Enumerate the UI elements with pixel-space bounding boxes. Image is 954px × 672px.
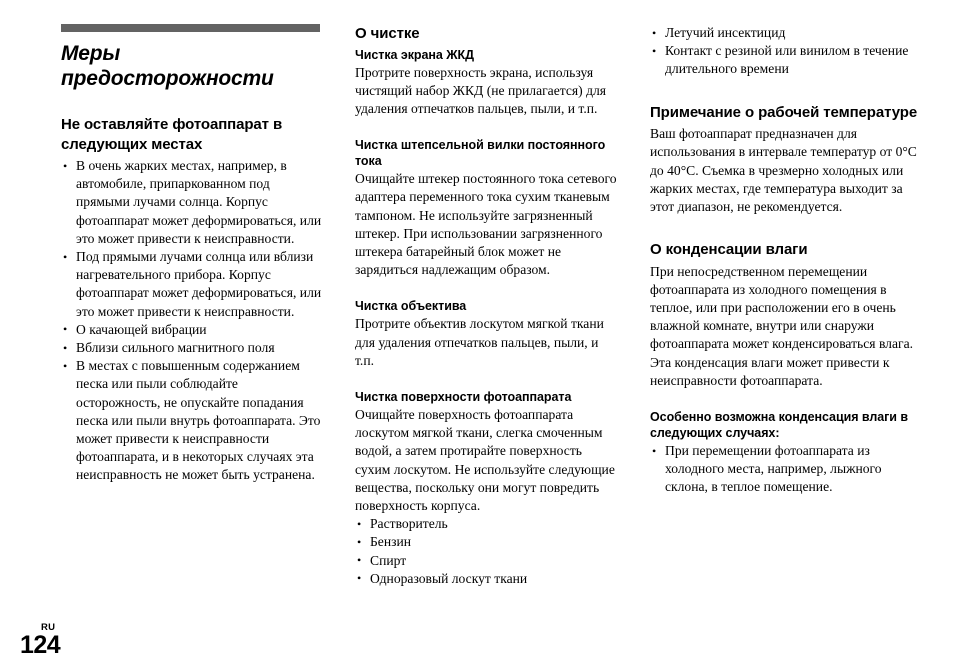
list-item: • Вблизи сильного магнитного поля <box>61 339 323 357</box>
chapter-rule-decoration <box>61 24 320 32</box>
section-heading-cleaning: О чистке <box>355 25 420 42</box>
list-item: • Растворитель <box>355 515 617 533</box>
list-item: • При перемещении фотоаппарата из холодного места, например, лыжного склона, в теплое помещение. <box>650 442 922 497</box>
list-item: • Спирт <box>355 552 617 570</box>
section-heading-do-not-leave-camera: Не оставляйте фотоаппарат в следующих местах <box>61 116 283 153</box>
list-item: • Контакт с резиной или винилом в течение длительного времени <box>650 42 922 78</box>
list-item: • Бензин <box>355 533 617 551</box>
section-body-operating-temperature: Ваш фотоаппарат предназначен для использования в интервале температур от 0°C до 40°C. Съемка в чрезмерно холодных или жарких местах, где температура выходит за этот диапазон, не рекомендуется. <box>650 126 917 214</box>
list-item: • Под прямыми лучами солнца или вблизи нагревательного прибора. Корпус фотоаппарат может деформироваться, или это может привести к неисправности. <box>61 248 323 321</box>
list-item: • Летучий инсектицид <box>650 24 922 42</box>
chapter-title: Меры предосторожности <box>61 42 274 90</box>
subsection-heading-camera-surface: Чистка поверхности фотоаппарата <box>355 389 572 404</box>
subsection-heading-lcd-screen: Чистка экрана ЖКД <box>355 47 474 62</box>
folio-language-code: RU <box>41 621 56 633</box>
section-body-moisture-condensation: При непосредственном перемещении фотоаппарата из холодного помещения в теплое, или при расположении его в очень влажной комнате, внутри или снаружи фотоаппарата может конденсироваться влага. Эта конденсация влаги может привести к неисправности фотоаппарата. <box>650 263 914 388</box>
list-item: • В очень жарких местах, например, в автомобиле, припаркованном под прямыми лучами солнца. Корпус фотоаппарат может деформироваться, или это может привести к неисправности. <box>61 157 323 248</box>
page-number: 124 <box>20 631 61 659</box>
list-item: • Одноразовый лоскут ткани <box>355 570 617 588</box>
condensation-cases-list <box>650 442 922 497</box>
middle-column <box>355 24 617 588</box>
subsection-body-dc-plug: Очищайте штекер постоянного тока сетевого адаптера переменного тока сухим тканевым тампоном. Не используйте загрязненный штекер. При использовании загрязненного штекера батарейный блок может не зарядиться надлежащим образом. <box>355 171 617 278</box>
section-heading-moisture-condensation: О конденсации влаги <box>650 241 808 259</box>
list-item: • В местах с повышенным содержанием песка или пыли соблюдайте осторожность, не опускайте попадания песка или пыли внутрь фотоаппарата. Это может привести к неисправности фотоаппарата, и в некоторых случаях эта неисправность не может быть устранена. <box>61 357 323 484</box>
subsection-body-camera-surface: Очищайте поверхность фотоаппарата лоскутом мягкой ткани, слегка смоченным водой, а затем протирайте поверхность сухим лоскутом. Не используйте следующие вещества, поскольку они могут повредить поверхность корпуса. <box>355 406 615 513</box>
subsection-body-lcd-screen: Протрите поверхность экрана, используя чистящий набор ЖКД (не прилагается) для удаления отпечатков пальцев, пыли, и т.п. <box>355 64 607 116</box>
prohibited-substances-list <box>355 515 617 588</box>
subsection-heading-dc-plug: Чистка штепсельной вилки постоянного тока <box>355 138 606 169</box>
list-item: • О качающей вибрации <box>61 321 323 339</box>
page-folio <box>20 623 60 659</box>
prohibited-substances-list-continued <box>650 24 922 79</box>
section-heading-operating-temperature: Примечание о рабочей температуре <box>650 103 918 121</box>
right-column <box>650 24 922 497</box>
subsection-heading-condensation-cases: Особенно возможна конденсация влаги в следующих случаях: <box>650 410 908 441</box>
subsection-heading-lens: Чистка объектива <box>355 299 467 314</box>
left-column <box>61 24 323 485</box>
subsection-body-lens: Протрите объектив лоскутом мягкой ткани для удаления отпечатков пальцев, пыли, и т.п. <box>355 316 604 368</box>
left-column-bullet-list <box>61 157 323 485</box>
